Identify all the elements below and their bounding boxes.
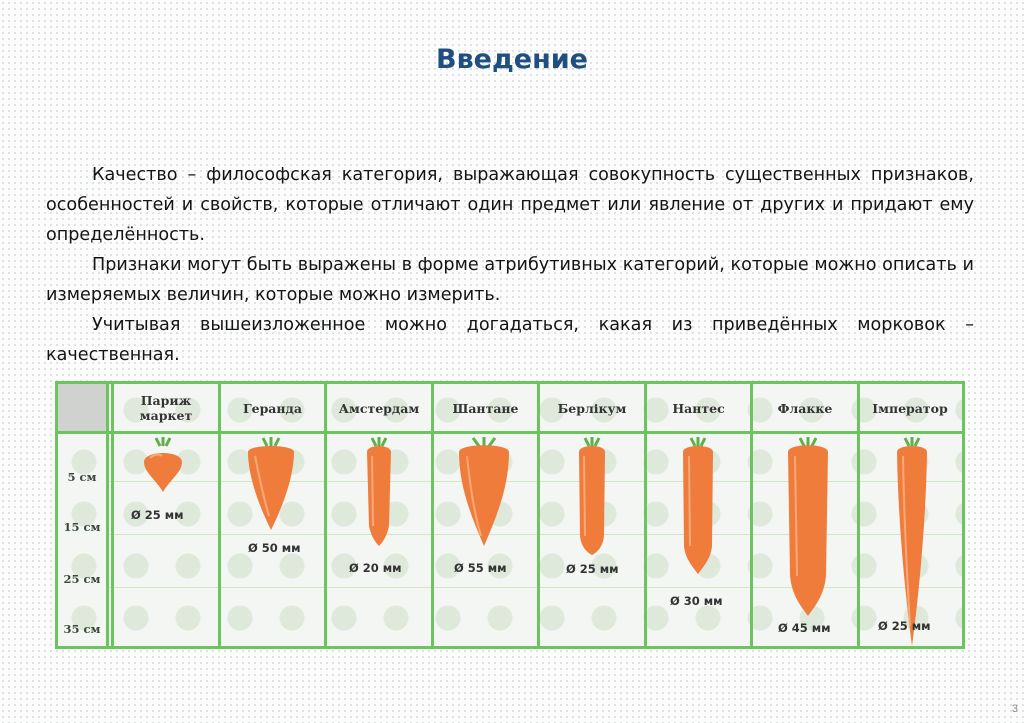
header-corner bbox=[58, 384, 108, 431]
row-label-25cm: 25 см bbox=[63, 572, 101, 586]
grid-line bbox=[108, 534, 962, 535]
column-header: Берлікум bbox=[557, 400, 627, 416]
diameter-label: Ø 25 мм bbox=[878, 619, 931, 633]
carrot-berlicum bbox=[576, 436, 608, 556]
header-divider bbox=[58, 431, 962, 434]
diameter-label: Ø 25 мм bbox=[131, 508, 184, 522]
page-number: 3 bbox=[1011, 703, 1018, 715]
grid-line bbox=[108, 587, 962, 588]
column-header: Імператор bbox=[872, 400, 948, 416]
carrot-geranda bbox=[243, 436, 299, 536]
carrot-imperator bbox=[894, 436, 930, 648]
diameter-label: Ø 30 мм bbox=[670, 594, 723, 608]
diameter-label: Ø 50 мм bbox=[248, 541, 301, 555]
column-header: Геранда bbox=[242, 400, 302, 416]
diameter-label: Ø 55 мм bbox=[454, 561, 507, 575]
carrot-comparison-figure bbox=[55, 381, 965, 649]
carrot-chantenay bbox=[455, 436, 513, 550]
row-label-35cm: 35 см bbox=[63, 622, 101, 636]
carrot-amsterdam bbox=[364, 436, 394, 548]
carrot-nantes bbox=[680, 436, 716, 576]
diameter-label: Ø 25 мм bbox=[566, 562, 619, 576]
column-header: Шантане bbox=[452, 400, 519, 416]
column-divider bbox=[106, 384, 109, 646]
column-header: Нантес bbox=[672, 400, 725, 416]
carrot-flakkee bbox=[785, 436, 831, 618]
paragraph-attributes: Признаки могут быть выражены в форме атрибутивных категорий, которые можно описать и измеряемых величин, которые можно измерить. bbox=[46, 255, 974, 305]
column-header: Амстердам bbox=[338, 400, 420, 416]
row-label-5cm: 5 см bbox=[67, 470, 97, 484]
diameter-label: Ø 20 мм bbox=[349, 561, 402, 575]
diameter-label: Ø 45 мм bbox=[778, 621, 831, 635]
slide-title: Введение bbox=[436, 44, 588, 75]
column-header: Париж маркет bbox=[139, 393, 193, 423]
body-text bbox=[46, 160, 974, 370]
carrot-paris-market bbox=[138, 436, 188, 498]
column-header: Флакке bbox=[777, 400, 833, 416]
row-label-15cm: 15 см bbox=[63, 520, 101, 534]
paragraph-question: Учитывая вышеизложенное можно догадаться, какая из приведённых морковок – качественная. bbox=[46, 315, 974, 365]
paragraph-definition: Качество – философская категория, выражающая совокупность существенных признаков, особенностей и свойств, которые отличают один предмет или явление от других и придают ему определённость. bbox=[46, 165, 974, 245]
grid-line bbox=[108, 481, 962, 482]
